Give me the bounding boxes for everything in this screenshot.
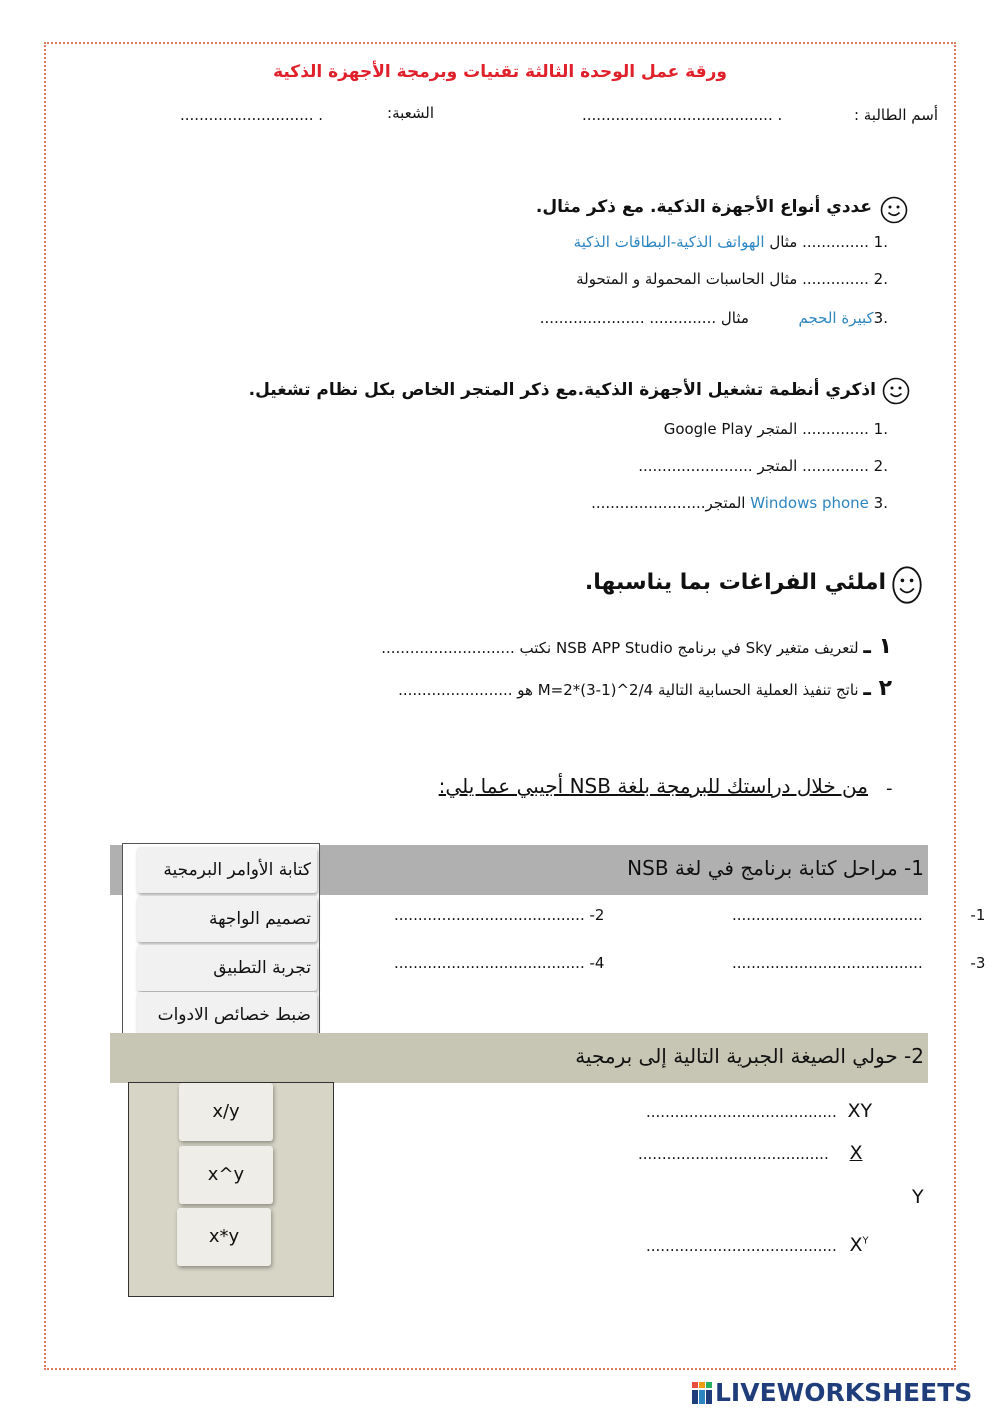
part2-row-1	[646, 1100, 872, 1122]
q2-item-1-blank[interactable]: ..............	[802, 420, 869, 438]
part1-blank-4[interactable]: ........................................ -4	[394, 954, 605, 972]
q2-item-2-blank[interactable]: ..............	[802, 457, 869, 475]
q1-item-2-answer: الحاسبات المحمولة و المتحولة	[576, 270, 765, 288]
option-write-code[interactable]: كتابة الأوامر البرمجية	[137, 847, 317, 893]
liveworksheets-logo: LIVEWORKSHEETS	[692, 1378, 972, 1407]
q2-item-2: .2 .............. المتجر ........................	[638, 457, 888, 475]
section-label: الشعبة:	[387, 104, 434, 122]
q1-item-2: .2 .............. مثال الحاسبات المحمولة و المتحولة	[576, 270, 888, 288]
part1-title: 1- مراحل كتابة برنامج في لغة NSB	[627, 856, 924, 880]
part2-row-1-blank[interactable]: ........................................	[646, 1103, 837, 1121]
part2-row-2-blank[interactable]: ........................................	[638, 1145, 829, 1163]
q1-item-1: .1 .............. مثال الهواتف الذكية-البطاقات الذكية	[573, 233, 888, 251]
q2-item-3-answer: Windows phone	[750, 494, 869, 512]
q1-question: عددي أنواع الأجهزة الذكية. مع ذكر مثال.	[535, 197, 872, 217]
part2-expr-power: $X^Y$	[849, 1234, 869, 1256]
part2-title: 2- حولي الصيغة الجبرية التالية إلى برمجية	[575, 1044, 924, 1068]
option-set-properties[interactable]: ضبط خصائص الادوات	[137, 992, 317, 1038]
part2-expr-xy: XY	[847, 1100, 873, 1122]
q4-intro-dash: -	[886, 778, 893, 799]
q3-item-1: ١ ـ لتعريف متغير Sky في برنامج NSB APP Studio نكتب ............................	[381, 634, 892, 659]
q1-item-3: .3كبيرة الحجم مثال .............. ......................	[539, 309, 888, 327]
q1-item-1-answer: الهواتف الذكية-البطاقات الذكية	[573, 233, 765, 251]
q3-question: املئي الفراغات بما يناسبها.	[584, 570, 886, 595]
q2-item-3: .3 Windows phone المتجر........................	[591, 494, 888, 512]
option-x-mul-y[interactable]: x*y	[177, 1208, 271, 1266]
part2-row-4-blank[interactable]: ........................................	[646, 1237, 837, 1255]
q1-item-3-blank[interactable]: .............. ......................	[539, 309, 717, 327]
part1-blank-3[interactable]: ........................................ -3	[732, 954, 986, 972]
q2-item-1-store: Google Play	[663, 420, 753, 438]
q1-item-1-blank[interactable]: ..............	[802, 233, 869, 251]
student-name-field[interactable]: ........................................ .	[582, 106, 783, 124]
q3-item-2-text[interactable]: ناتج تنفيذ العملية الحسابية التالية M=2*(3-1)^2/4 هو ........................	[398, 681, 859, 699]
part2-options-box	[128, 1082, 334, 1297]
q1-item-3-answer: كبيرة الحجم	[798, 309, 874, 327]
section-field[interactable]: ............................ .	[180, 106, 324, 124]
q4-intro: من خلال دراستك للبرمجة بلغة NSB أجيبي عما يلي:	[438, 774, 868, 798]
student-name-label: أسم الطالبة :	[853, 106, 938, 124]
q2-item-1: .1 .............. المتجر Google Play	[663, 420, 888, 438]
smiley-icon	[882, 377, 910, 405]
part2-row-4	[646, 1234, 869, 1256]
option-x-div-y[interactable]: x/y	[179, 1083, 273, 1141]
worksheet-title: ورقة عمل الوحدة الثالثة تقنيات وبرمجة الأجهزة الذكية	[273, 62, 727, 82]
smiley-icon	[891, 565, 923, 605]
part1-options-box	[122, 843, 320, 1056]
part1-blank-2[interactable]: ........................................ -2	[394, 906, 605, 924]
q3-item-2: ٢ ـ ناتج تنفيذ العملية الحسابية التالية M=2*(3-1)^2/4 هو ........................	[398, 676, 892, 701]
q1-item-2-blank[interactable]: ..............	[802, 270, 869, 288]
option-x-pow-y[interactable]: x^y	[179, 1146, 273, 1204]
q2-item-3-store-blank[interactable]: ........................	[591, 494, 706, 512]
option-design-interface[interactable]: تصميم الواجهة	[137, 896, 317, 942]
part2-expr-numerator: X	[849, 1142, 863, 1164]
option-test-app[interactable]: تجربة التطبيق	[137, 945, 317, 991]
liveworksheets-logo-icon	[692, 1382, 712, 1404]
smiley-icon	[880, 196, 908, 224]
q2-question: اذكري أنظمة تشغيل الأجهزة الذكية.مع ذكر المتجر الخاص بكل نظام تشغيل.	[248, 380, 876, 400]
q2-item-2-store-blank[interactable]: ........................	[638, 457, 753, 475]
part2-row-2	[638, 1142, 863, 1164]
part1-blank-1[interactable]: ........................................ -1	[732, 906, 986, 924]
part2-expr-denominator: Y	[912, 1186, 924, 1208]
q3-item-1-text[interactable]: لتعريف متغير Sky في برنامج NSB APP Studio نكتب ............................	[381, 639, 859, 657]
